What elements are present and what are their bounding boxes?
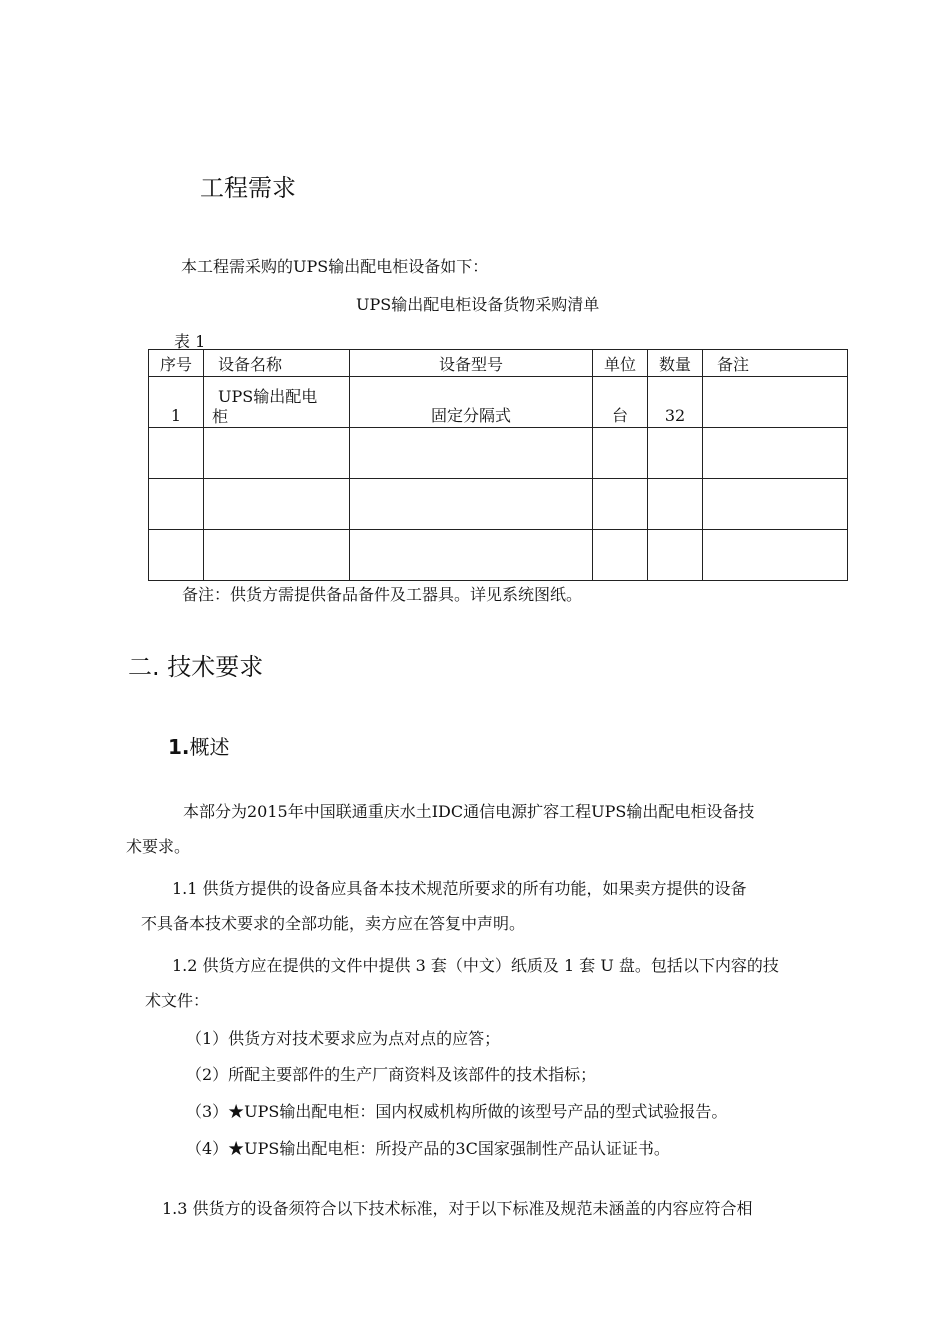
table-remark: 备注：供货方需提供备品备件及工器具。详见系统图纸。: [182, 585, 583, 604]
empty-cell: [648, 530, 703, 581]
header-name: 设备名称: [204, 350, 350, 377]
subsection-number: 1.: [168, 735, 190, 759]
cell-no: 1: [149, 377, 204, 428]
section-title-project: 工程需求: [200, 174, 296, 202]
subsection-title: 概述: [189, 735, 230, 759]
empty-cell: [593, 428, 648, 479]
header-no: 序号: [149, 350, 204, 377]
empty-cell: [149, 530, 204, 581]
empty-cell: [149, 479, 204, 530]
empty-cell: [204, 428, 350, 479]
cell-model: 固定分隔式: [350, 377, 593, 428]
table-row-empty: [149, 530, 848, 581]
table-row-empty: [149, 479, 848, 530]
empty-cell: [350, 479, 593, 530]
list-item: （1）供货方对技术要求应为点对点的应答；: [186, 1029, 501, 1048]
list-item: （3）★UPS输出配电柜：国内权威机构所做的该型号产品的型式试验报告。: [186, 1102, 728, 1121]
cell-name: [204, 377, 350, 428]
header-unit: 单位: [593, 350, 648, 377]
overview-para-line2: 术要求。: [126, 837, 191, 856]
empty-cell: [350, 428, 593, 479]
header-qty: 数量: [648, 350, 703, 377]
empty-cell: [593, 479, 648, 530]
table-row-empty: [149, 428, 848, 479]
list-item: （4）★UPS输出配电柜：所投产品的3C国家强制性产品认证证书。: [186, 1139, 670, 1158]
clause-1-2-line2: 术文件：: [145, 991, 210, 1010]
overview-para-line1: 本部分为2015年中国联通重庆水土IDC通信电源扩容工程UPS输出配电柜设备技: [183, 802, 755, 821]
empty-cell: [648, 428, 703, 479]
section-title-tech: 二. 技术要求: [128, 653, 264, 681]
clause-1-1-line1: 1.1 供货方提供的设备应具备本技术规范所要求的所有功能，如果卖方提供的设备: [172, 879, 747, 898]
cell-note: [703, 377, 848, 428]
empty-cell: [204, 479, 350, 530]
clause-1-1-line2: 不具备本技术要求的全部功能，卖方应在答复中声明。: [141, 914, 526, 933]
cell-name-line1: UPS输出配电: [218, 387, 318, 406]
project-intro: 本工程需采购的UPS输出配电柜设备如下：: [181, 257, 489, 276]
empty-cell: [648, 479, 703, 530]
purchase-list-title: UPS输出配电柜设备货物采购清单: [356, 295, 600, 314]
clause-1-3-line1: 1.3 供货方的设备须符合以下技术标准，对于以下标准及规范未涵盖的内容应符合相: [162, 1199, 753, 1218]
table-header-row: [149, 350, 848, 377]
table-row: [149, 377, 848, 428]
empty-cell: [593, 530, 648, 581]
cell-qty: 32: [648, 377, 703, 428]
cell-name-line2: 柜: [212, 407, 229, 426]
empty-cell: [703, 428, 848, 479]
header-note: 备注: [703, 350, 848, 377]
list-item: （2）所配主要部件的生产厂商资料及该部件的技术指标；: [186, 1065, 597, 1084]
empty-cell: [149, 428, 204, 479]
cell-unit: 台: [593, 377, 648, 428]
empty-cell: [204, 530, 350, 581]
header-model: 设备型号: [350, 350, 593, 377]
purchase-table: [148, 349, 848, 581]
empty-cell: [703, 530, 848, 581]
empty-cell: [350, 530, 593, 581]
empty-cell: [703, 479, 848, 530]
subsection-overview: [168, 731, 230, 760]
clause-1-2-line1: 1.2 供货方应在提供的文件中提供 3 套（中文）纸质及 1 套 U 盘。包括以下内容的技: [172, 956, 779, 975]
table-label: 表 1: [174, 332, 206, 351]
